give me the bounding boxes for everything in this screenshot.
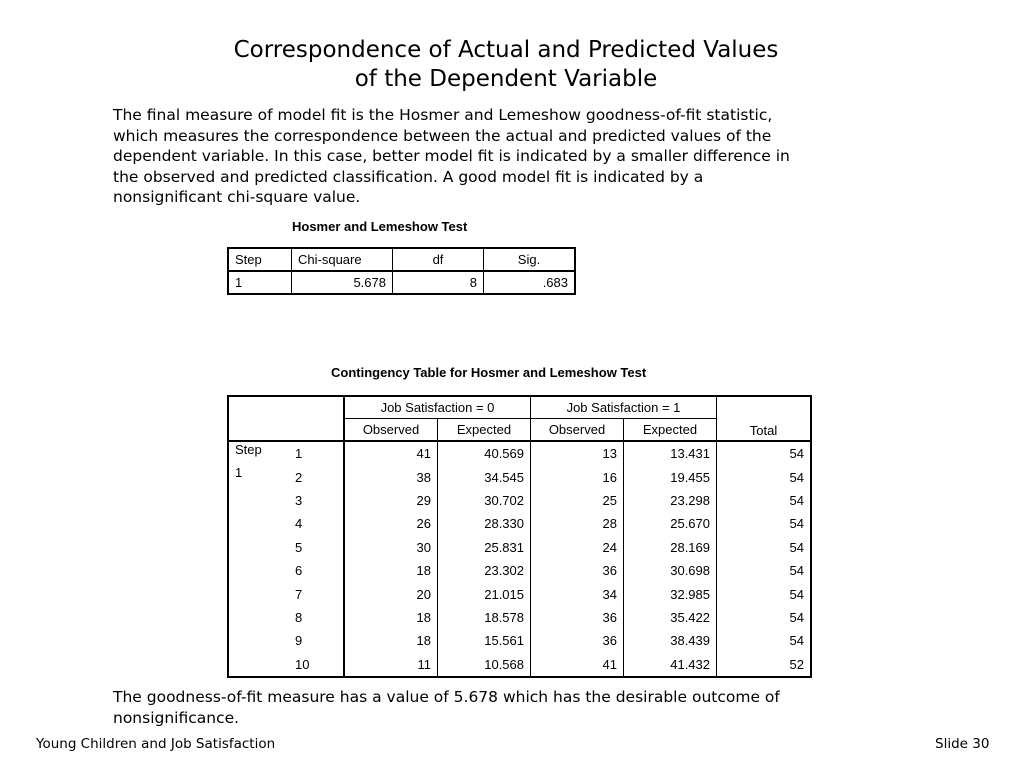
- corner-cell: [228, 396, 344, 441]
- header-group-1: Job Satisfaction = 1: [531, 396, 717, 419]
- cell-observed-0: 30: [344, 536, 438, 559]
- cell-total: 54: [717, 512, 812, 535]
- intro-line: nonsignificant chi-square value.: [113, 188, 361, 206]
- cell-expected-1: 41.432: [624, 653, 717, 677]
- cell-observed-0: 18: [344, 629, 438, 652]
- cell-total: 54: [717, 606, 812, 629]
- cell-expected-0: 40.569: [438, 441, 531, 465]
- cell-df: 8: [393, 271, 484, 294]
- header-expected-0: Expected: [438, 419, 531, 442]
- cell-observed-1: 24: [531, 536, 624, 559]
- cell-expected-1: 38.439: [624, 629, 717, 652]
- table-header-row: [228, 396, 811, 419]
- cell-total: 54: [717, 465, 812, 488]
- cell-expected-1: 28.169: [624, 536, 717, 559]
- cell-total: 54: [717, 536, 812, 559]
- cell-observed-0: 26: [344, 512, 438, 535]
- cell-expected-0: 25.831: [438, 536, 531, 559]
- cell-total: 54: [717, 629, 812, 652]
- header-chi-square: Chi-square: [292, 248, 393, 271]
- table-row: [228, 629, 811, 652]
- cell-observed-1: 36: [531, 559, 624, 582]
- cell-total: 54: [717, 559, 812, 582]
- table-row: [228, 512, 811, 535]
- intro-line: dependent variable. In this case, better model fit is indicated by a smaller difference in: [113, 147, 790, 165]
- cell-step: 1: [228, 271, 292, 294]
- cell-observed-0: 18: [344, 559, 438, 582]
- table-row: [228, 536, 811, 559]
- slide-title: [0, 36, 1012, 94]
- header-total: Total: [717, 396, 812, 441]
- cell-chi-square: 5.678: [292, 271, 393, 294]
- cell-group: 2: [289, 465, 344, 488]
- header-step: Step: [228, 248, 292, 271]
- cell-group: 7: [289, 582, 344, 605]
- cell-observed-0: 20: [344, 582, 438, 605]
- slide-number: Slide 30: [935, 736, 990, 752]
- cell-group: 6: [289, 559, 344, 582]
- cell-total: 54: [717, 441, 812, 465]
- cell-group: 10: [289, 653, 344, 677]
- cell-expected-1: 35.422: [624, 606, 717, 629]
- cell-expected-0: 18.578: [438, 606, 531, 629]
- title-line-1: Correspondence of Actual and Predicted Values: [233, 37, 779, 63]
- header-sig: Sig.: [484, 248, 576, 271]
- header-expected-1: Expected: [624, 419, 717, 442]
- cell-expected-1: 30.698: [624, 559, 717, 582]
- header-observed-1: Observed: [531, 419, 624, 442]
- cell-group: 1: [289, 441, 344, 465]
- cell-observed-0: 11: [344, 653, 438, 677]
- stub-cell: [228, 536, 289, 559]
- stub-step-label: Step: [228, 441, 289, 465]
- cell-sig: .683: [484, 271, 576, 294]
- cell-observed-0: 29: [344, 489, 438, 512]
- cell-group: 3: [289, 489, 344, 512]
- cell-expected-0: 30.702: [438, 489, 531, 512]
- table-row: [228, 441, 811, 465]
- cell-observed-1: 28: [531, 512, 624, 535]
- cell-observed-1: 25: [531, 489, 624, 512]
- cell-expected-1: 13.431: [624, 441, 717, 465]
- cell-expected-0: 28.330: [438, 512, 531, 535]
- cell-observed-1: 34: [531, 582, 624, 605]
- cell-observed-1: 16: [531, 465, 624, 488]
- cell-expected-0: 15.561: [438, 629, 531, 652]
- cell-observed-1: 13: [531, 441, 624, 465]
- cell-expected-1: 23.298: [624, 489, 717, 512]
- cell-observed-1: 36: [531, 629, 624, 652]
- title-line-2: of the Dependent Variable: [354, 66, 658, 92]
- stub-cell: [228, 582, 289, 605]
- table-row: [228, 653, 811, 677]
- hl-test-caption: Hosmer and Lemeshow Test: [292, 219, 468, 234]
- cell-expected-0: 23.302: [438, 559, 531, 582]
- cell-total: 54: [717, 489, 812, 512]
- stub-cell: [228, 653, 289, 677]
- conclusion-line: The goodness-of-fit measure has a value of 5.678 which has the desirable outcome of: [113, 688, 780, 706]
- contingency-caption: Contingency Table for Hosmer and Lemeshow Test: [331, 365, 647, 380]
- intro-line: The final measure of model fit is the Hosmer and Lemeshow goodness-of-fit statistic,: [113, 106, 773, 124]
- table-header-row: [228, 248, 575, 271]
- cell-expected-1: 19.455: [624, 465, 717, 488]
- intro-line: which measures the correspondence between the actual and predicted values of the: [113, 126, 772, 145]
- table-row: [228, 606, 811, 629]
- table-row: [228, 271, 575, 294]
- cell-observed-0: 18: [344, 606, 438, 629]
- stub-cell: [228, 629, 289, 652]
- intro-line: the observed and predicted classification. A good model fit is indicated by a: [113, 167, 704, 186]
- cell-expected-1: 32.985: [624, 582, 717, 605]
- table-row: [228, 489, 811, 512]
- stub-step-number: 1: [228, 465, 289, 488]
- hl-test-table: [227, 247, 576, 295]
- table-row: [228, 582, 811, 605]
- cell-observed-1: 41: [531, 653, 624, 677]
- cell-group: 9: [289, 629, 344, 652]
- header-observed-0: Observed: [344, 419, 438, 442]
- cell-group: 8: [289, 606, 344, 629]
- cell-observed-0: 41: [344, 441, 438, 465]
- cell-group: 5: [289, 536, 344, 559]
- contingency-table: [227, 395, 812, 678]
- cell-total: 54: [717, 582, 812, 605]
- footer-title: Young Children and Job Satisfaction: [36, 736, 276, 752]
- cell-observed-1: 36: [531, 606, 624, 629]
- cell-expected-0: 34.545: [438, 465, 531, 488]
- header-group-0: Job Satisfaction = 0: [344, 396, 531, 419]
- stub-cell: [228, 559, 289, 582]
- stub-cell: [228, 606, 289, 629]
- header-df: df: [393, 248, 484, 271]
- cell-expected-0: 21.015: [438, 582, 531, 605]
- cell-observed-0: 38: [344, 465, 438, 488]
- cell-total: 52: [717, 653, 812, 677]
- table-row: [228, 559, 811, 582]
- table-row: [228, 465, 811, 488]
- conclusion-line: nonsignificance.: [113, 708, 240, 727]
- contingency-body: [228, 441, 811, 677]
- intro-paragraph: [113, 105, 913, 208]
- cell-group: 4: [289, 512, 344, 535]
- cell-expected-1: 25.670: [624, 512, 717, 535]
- stub-cell: [228, 512, 289, 535]
- conclusion-paragraph: [113, 687, 913, 728]
- stub-cell: [228, 489, 289, 512]
- cell-expected-0: 10.568: [438, 653, 531, 677]
